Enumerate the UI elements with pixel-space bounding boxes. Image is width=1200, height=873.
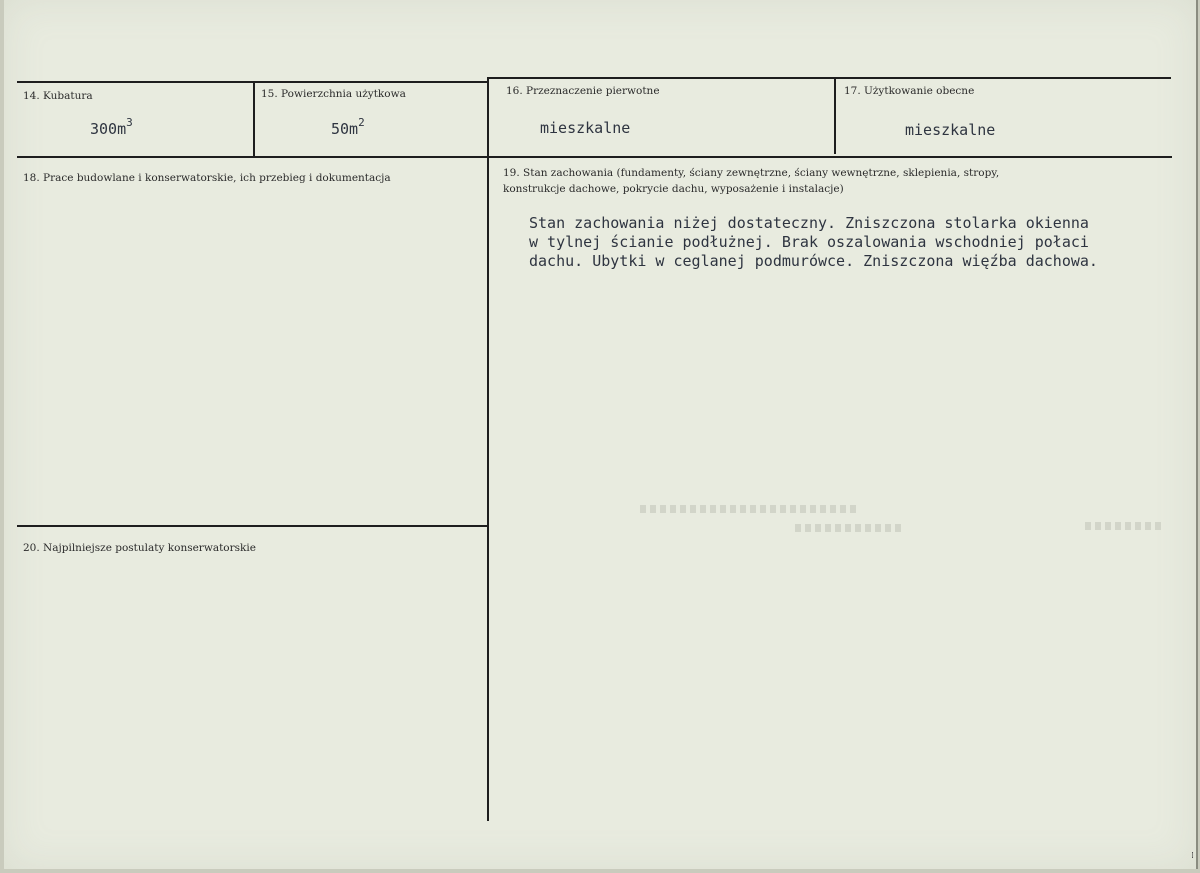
field-20-label: 20. Najpilniejsze postulaty konserwatorskie: [23, 542, 256, 554]
field-19-label-line1: 19. Stan zachowania (fundamenty, ściany zewnętrzne, ściany wewnętrzne, sklepienia, stropy,: [503, 167, 1000, 179]
main-vertical-divider: [487, 157, 489, 821]
field-19-text-line1: Stan zachowania niżej dostateczny. Zniszczona stolarka okienna: [529, 214, 1089, 232]
mid-rule: [17, 156, 1172, 158]
field-15-value: [331, 116, 365, 138]
col-divider-15-16: [487, 78, 489, 157]
field-14-value-text: 300m: [90, 120, 127, 138]
field-15-value-exponent: 2: [358, 116, 365, 129]
field-19-text-line2: w tylnej ścianie podłużnej. Brak oszalowania wschodniej połaci: [529, 233, 1089, 251]
bleed-through-mark: [640, 505, 860, 513]
top-rule-right: [487, 77, 1171, 79]
field-18-label: 18. Prace budowlane i konserwatorskie, ich przebieg i dokumentacja: [23, 172, 391, 184]
field-19-label-line2: konstrukcje dachowe, pokrycie dachu, wyposażenie i instalacje): [503, 183, 844, 195]
field-19-description: [529, 214, 1189, 271]
field-15-value-text: 50m: [331, 120, 359, 138]
field-15-label: 15. Powierzchnia użytkowa: [261, 88, 406, 100]
field-14-value: [90, 116, 133, 138]
edge-mark: ⁞: [1191, 851, 1194, 861]
bleed-through-mark: [795, 524, 905, 532]
col-divider-16-17: [834, 78, 836, 154]
section-18-20-divider: [17, 525, 488, 527]
field-16-label: 16. Przeznaczenie pierwotne: [506, 85, 660, 97]
field-14-value-exponent: 3: [126, 116, 133, 129]
field-17-value: mieszkalne: [905, 121, 996, 139]
col-divider-14-15: [253, 82, 255, 157]
bleed-through-mark: [1085, 522, 1165, 530]
field-19-text-line3: dachu. Ubytki w ceglanej podmurówce. Zniszczona więźba dachowa.: [529, 252, 1098, 270]
field-16-value: mieszkalne: [540, 119, 631, 137]
field-17-label: 17. Użytkowanie obecne: [844, 85, 975, 97]
field-14-label: 14. Kubatura: [23, 90, 93, 102]
top-rule-left: [17, 81, 487, 83]
